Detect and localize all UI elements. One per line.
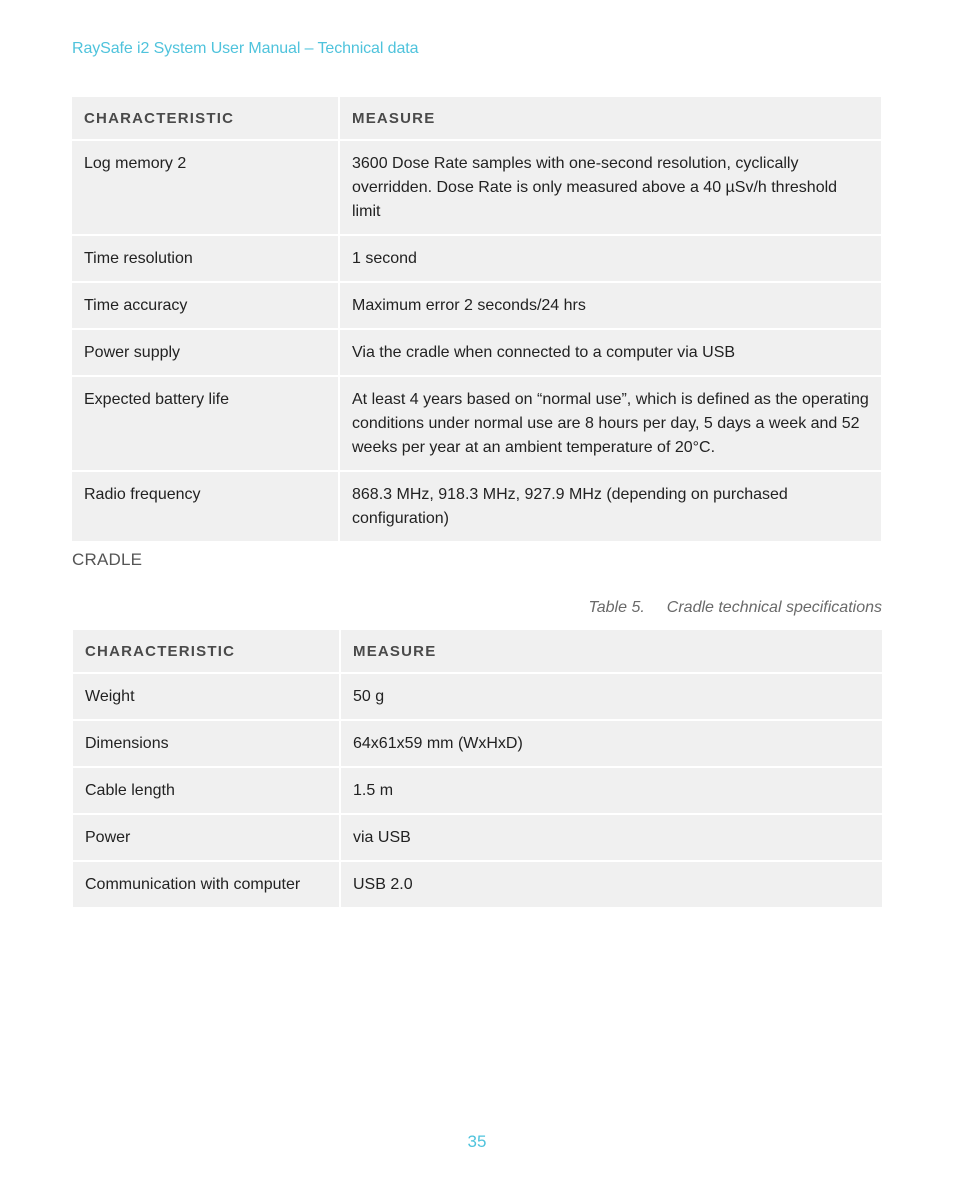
device-spec-table bbox=[70, 95, 883, 543]
table-row bbox=[72, 141, 881, 234]
cradle-spec-table bbox=[71, 628, 884, 909]
table-row bbox=[72, 377, 881, 470]
table-header-row bbox=[73, 630, 882, 672]
table-row bbox=[72, 236, 881, 281]
column-header-measure: MEASURE bbox=[341, 630, 882, 672]
characteristic-cell: Time resolution bbox=[72, 236, 338, 281]
caption-text: Cradle technical specifications bbox=[666, 599, 882, 616]
table-row bbox=[73, 768, 882, 813]
caption-number: Table 5. bbox=[588, 599, 645, 616]
table-row bbox=[73, 815, 882, 860]
measure-cell: via USB bbox=[341, 815, 882, 860]
characteristic-cell: Communication with computer bbox=[73, 862, 339, 907]
characteristic-cell: Log memory 2 bbox=[72, 141, 338, 234]
table-row bbox=[73, 862, 882, 907]
table-caption bbox=[588, 599, 882, 617]
characteristic-cell: Radio frequency bbox=[72, 472, 338, 541]
section-heading-cradle: CRADLE bbox=[72, 550, 143, 569]
column-header-characteristic: CHARACTERISTIC bbox=[72, 97, 338, 139]
column-header-characteristic: CHARACTERISTIC bbox=[73, 630, 339, 672]
table-row bbox=[72, 330, 881, 375]
characteristic-cell: Cable length bbox=[73, 768, 339, 813]
measure-cell: At least 4 years based on “normal use”, which is defined as the operating conditions under normal use are 8 hours per day, 5 days a week and 52 weeks per year at an ambient temperature of 20°C. bbox=[340, 377, 881, 470]
column-header-measure: MEASURE bbox=[340, 97, 881, 139]
page-number: 35 bbox=[467, 1132, 487, 1151]
characteristic-cell: Dimensions bbox=[73, 721, 339, 766]
measure-cell: Maximum error 2 seconds/24 hrs bbox=[340, 283, 881, 328]
table-row bbox=[73, 721, 882, 766]
measure-cell: 868.3 MHz, 918.3 MHz, 927.9 MHz (depending on purchased configuration) bbox=[340, 472, 881, 541]
measure-cell: 50 g bbox=[341, 674, 882, 719]
running-header: RaySafe i2 System User Manual – Technical data bbox=[72, 40, 419, 57]
characteristic-cell: Time accuracy bbox=[72, 283, 338, 328]
table-row bbox=[72, 283, 881, 328]
characteristic-cell: Weight bbox=[73, 674, 339, 719]
characteristic-cell: Expected battery life bbox=[72, 377, 338, 470]
table-row bbox=[72, 472, 881, 541]
characteristic-cell: Power supply bbox=[72, 330, 338, 375]
measure-cell: Via the cradle when connected to a computer via USB bbox=[340, 330, 881, 375]
table-header-row bbox=[72, 97, 881, 139]
characteristic-cell: Power bbox=[73, 815, 339, 860]
measure-cell: 64x61x59 mm (WxHxD) bbox=[341, 721, 882, 766]
table-row bbox=[73, 674, 882, 719]
measure-cell: 3600 Dose Rate samples with one-second resolution, cyclically overridden. Dose Rate is only measured above a 40 µSv/h threshold limit bbox=[340, 141, 881, 234]
measure-cell: USB 2.0 bbox=[341, 862, 882, 907]
measure-cell: 1 second bbox=[340, 236, 881, 281]
measure-cell: 1.5 m bbox=[341, 768, 882, 813]
